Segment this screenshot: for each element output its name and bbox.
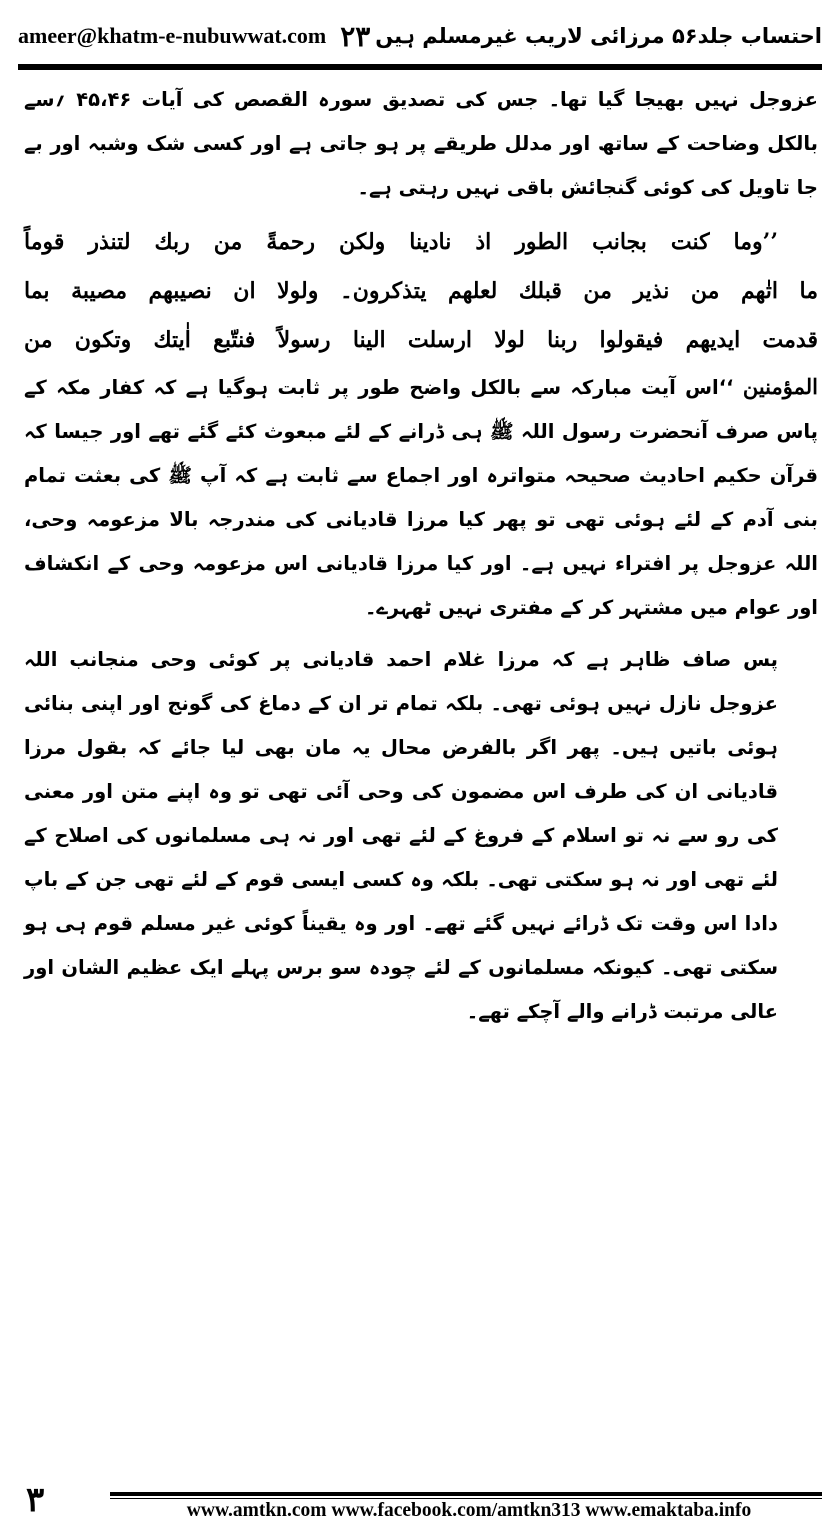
page-footer (18, 1478, 822, 1532)
quran-line-1: ’’وما كنت بجانب الطور اذ نادينا ولكن رحمةً من ربك لتنذر قوماً (24, 229, 778, 255)
header-email: ameer@khatm-e-nubuwwat.com (18, 23, 327, 48)
quran-line-3: قدمت ايديهم فيقولوا ربنا لولا ارسلت الينا رسولاً فنتّبع اٰيتك وتكون من (24, 327, 818, 353)
header-title: احتساب جلد۵۶ مرزائی لاریب غیرمسلم ہیں (375, 24, 822, 48)
footer-page-number: ۳ (26, 1480, 45, 1520)
footer-rule (110, 1492, 822, 1496)
quran-line-2: ما اتٰهم من نذير من قبلك لعلهم يتذكرون۔ ولولا ان نصيبهم مصيبة بما (24, 278, 818, 304)
header-page-number: ۲۳ (340, 19, 371, 53)
page-header (18, 8, 822, 64)
paragraph-2-text: ‘‘اس آیت مبارکہ سے بالکل واضح طور پر ثابت ہوگیا ہے کہ کفار مکہ کے پاس صرف آنحضرت رسول اللہ ﷺ ہی ڈرانے کے لئے مبعوث کئے گئے تھے اور جیسا کہ قرآن حکیم احادیث صحیحہ متواترہ اور اجماع سے ثابت ہے کہ آپ ﷺ کی بعثت تمام بنی آدم کے لئے ہوئی تھی تو پھر کیا مرزا قادیانی کی مندرجہ بالا مزعومہ وحی، اللہ عزوجل پر افتراء نہیں ہے۔ اور کیا مرزا قادیانی اس مزعومہ وحی کے انکشاف اور عوام میں مشتہر کر کے مفتری نہیں ٹھہرے۔ (24, 376, 818, 619)
footer-rule-thin (110, 1498, 822, 1499)
paragraph-2-quran: المؤمنين (742, 374, 818, 399)
header-left (18, 20, 370, 53)
header-rule (18, 64, 822, 70)
paragraph-1: عزوجل نہیں بھیجا گیا تھا۔ جس کی تصدیق سورہ القصص کی آیات ۴۵،۴۶ ؍سے بالکل وضاحت کے ساتھ اور مدلل طریقے پر ہو جاتی ہے اور کسی شک وشبہ اور بے جا تاویل کی کوئی گنجائش باقی نہیں رہتی ہے۔ (24, 88, 818, 199)
footer-links[interactable]: www.amtkn.com www.facebook.com/amtkn313 www.emaktaba.info (186, 1500, 752, 1521)
paragraph-3: پس صاف ظاہر ہے کہ مرزا غلام احمد قادیانی پر کوئی وحی منجانب اللہ عزوجل نازل نہیں ہوئی تھی۔ بلکہ تمام تر ان کے دماغ کی گونج اور اپنی بنائی ہوئی باتیں ہیں۔ پھر اگر بالفرض محال یہ مان بھی لیا جائے کہ بقول مرزا قادیانی ان کی طرف اس مضمون کی وحی آئی تھی تو وہ اپنے متن اور معنی کی رو سے نہ تو اسلام کے فروغ کے لئے تھی اور نہ ہی مسلمانوں کی اصلاح کے لئے تھی اور نہ ہو سکتی تھی۔ بلکہ وہ کسی ایسی قوم کے لئے تھی جن کے باپ دادا اس وقت تک ڈرائے نہیں گئے تھے۔ اور وہ یقیناً کوئی غیر مسلم قوم ہی ہو سکتی تھی۔ کیونکہ مسلمانوں کے لئے چودہ سو برس پہلے ایک عظیم الشان اور عالی مرتبت ڈرانے والے آچکے تھے۔ (24, 648, 778, 1023)
paragraph-2 (24, 365, 818, 630)
page-body (24, 78, 818, 1034)
paragraph-gap-2 (24, 630, 818, 638)
paragraph-gap (24, 210, 818, 218)
